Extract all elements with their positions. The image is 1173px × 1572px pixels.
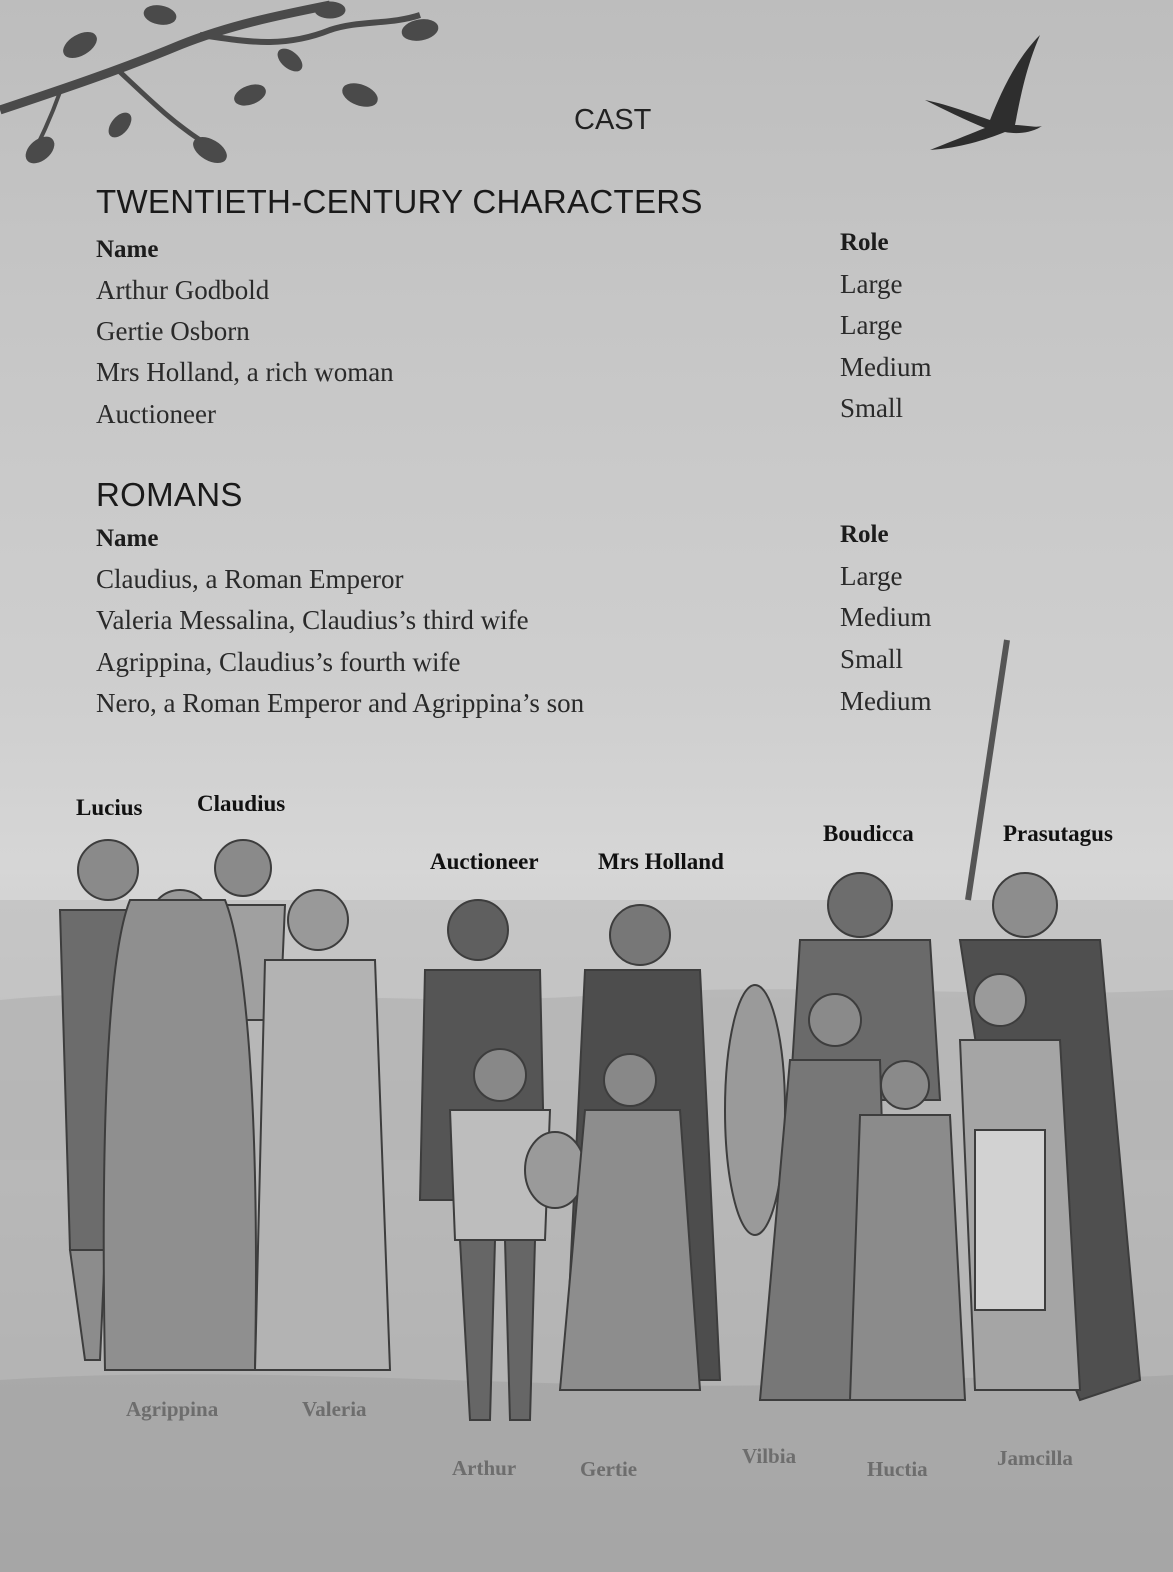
bird-icon	[925, 35, 1042, 150]
cast-name: Gertie Osborn	[96, 316, 250, 346]
section-heading-romans: ROMANS	[96, 476, 243, 513]
label-arthur: Arthur	[452, 1456, 517, 1480]
name-column-header: Name	[96, 525, 159, 552]
label-auctioneer: Auctioneer	[430, 849, 539, 874]
cast-role: Large	[840, 269, 903, 299]
cast-name: Arthur Godbold	[96, 275, 270, 305]
cast-name: Mrs Holland, a rich woman	[96, 357, 394, 387]
label-agrippina: Agrippina	[126, 1397, 219, 1421]
section-heading-twentieth-century: TWENTIETH-CENTURY CHARACTERS	[96, 183, 703, 220]
cast-name: Agrippina, Claudius’s fourth wife	[96, 647, 461, 677]
cast-role: Small	[840, 393, 904, 423]
cast-role: Large	[840, 310, 903, 340]
cast-name: Nero, a Roman Emperor and Agrippina’s son	[96, 688, 585, 718]
label-vilbia: Vilbia	[742, 1444, 797, 1468]
cast-name: Valeria Messalina, Claudius’s third wife	[96, 605, 529, 635]
role-column-header: Role	[840, 521, 889, 548]
name-column-header: Name	[96, 236, 159, 263]
cast-name: Claudius, a Roman Emperor	[96, 564, 404, 594]
label-prasutagus: Prasutagus	[1003, 821, 1113, 846]
label-mrs-holland: Mrs Holland	[598, 849, 724, 874]
cast-role: Small	[840, 644, 904, 674]
cast-role: Medium	[840, 352, 932, 382]
label-claudius: Claudius	[197, 791, 286, 816]
label-jamcilla: Jamcilla	[997, 1446, 1073, 1470]
cast-name: Auctioneer	[96, 399, 216, 429]
label-huctia: Huctia	[867, 1457, 928, 1481]
tree-branch-icon	[0, 2, 439, 168]
label-lucius: Lucius	[76, 795, 143, 820]
cast-role: Medium	[840, 686, 932, 716]
cast-role: Medium	[840, 602, 932, 632]
role-column-header: Role	[840, 229, 889, 256]
label-gertie: Gertie	[580, 1457, 638, 1481]
cast-role: Large	[840, 561, 903, 591]
label-valeria: Valeria	[302, 1397, 367, 1421]
page-title: CAST	[574, 104, 652, 136]
label-boudicca: Boudicca	[823, 821, 914, 846]
